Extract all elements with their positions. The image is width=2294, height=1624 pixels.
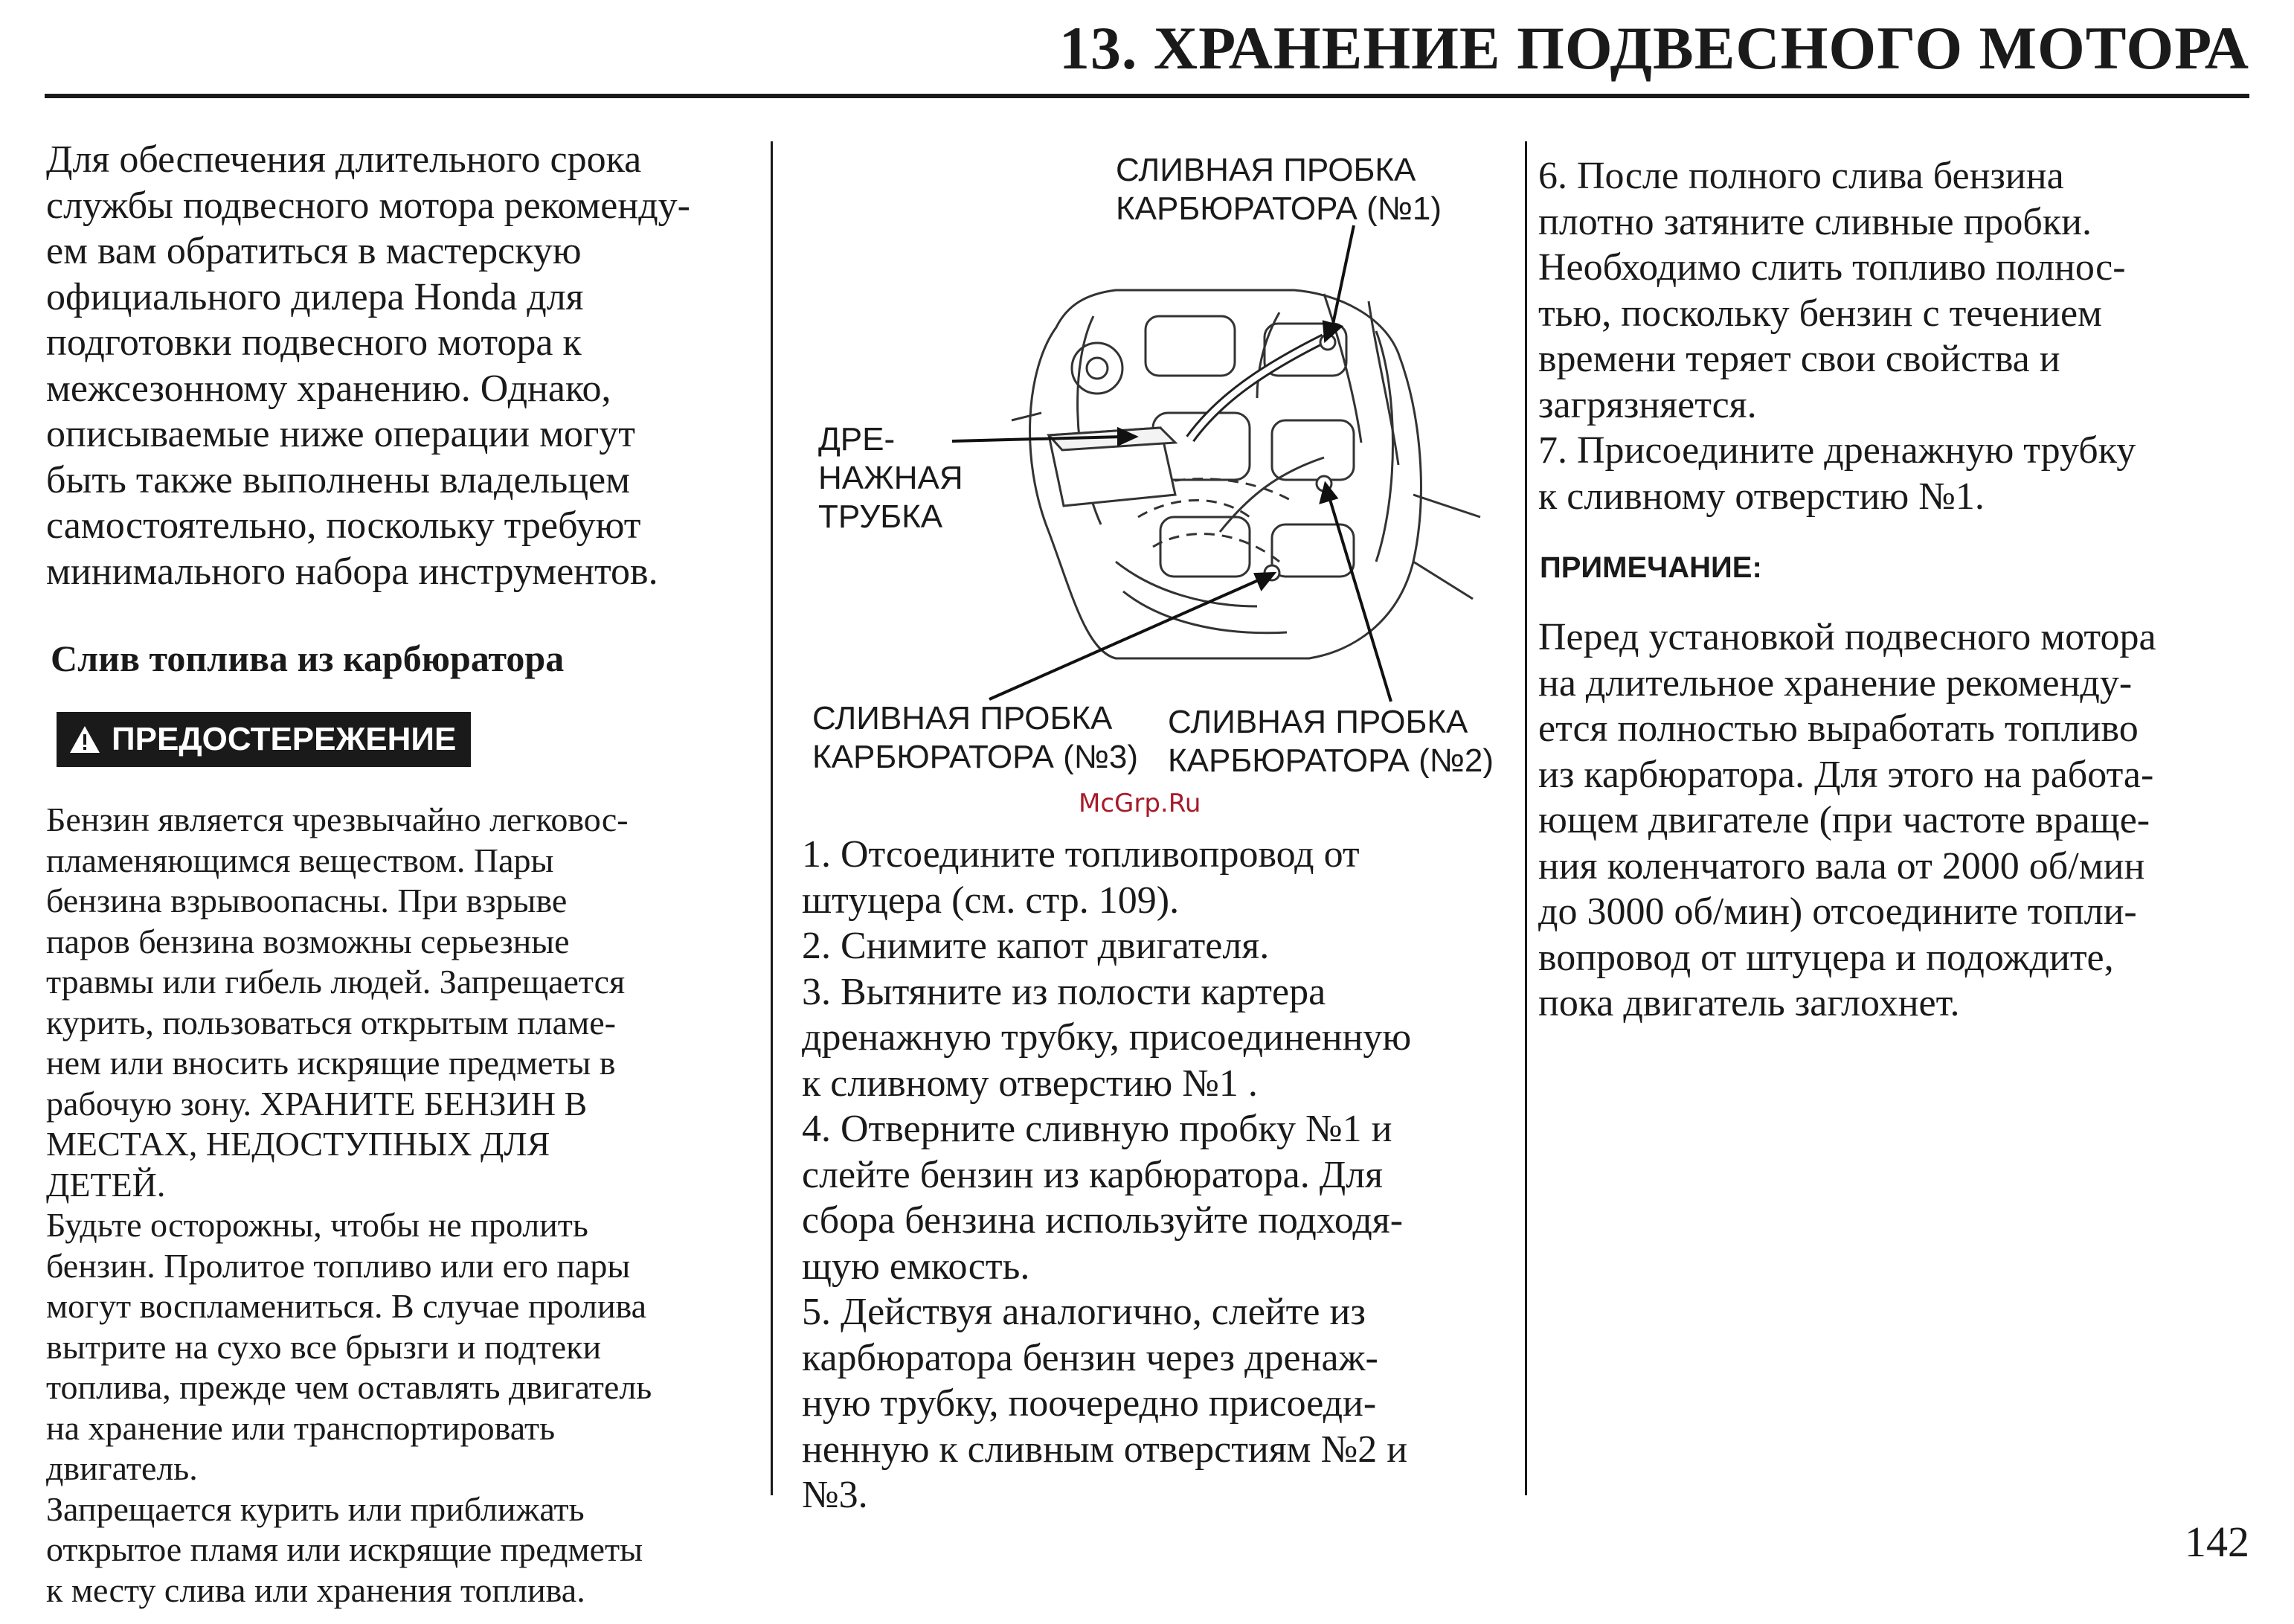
left-column	[46, 110, 760, 1624]
intro-paragraph: Для обеспечения длительного срока службы подвесного мотора рекоменду- ем вам обратиться в мастерскую официального дилера Honda для подготовки подвесного мотора к межсезонному хранению. Однако, описываемые ниже операции могут быть также выполнены владельцем самостоятельно, поскольку требуют минимального набора инструментов.	[46, 138, 690, 593]
steps-6-7: 6. После полного слива бензина плотно затяните сливные пробки. Необходимо слить топливо полнос- тью, поскольку бензин с течением времени теряет свои свойства и загрязняется. 7. Присоедините дренажную трубку к сливному отверстию №1.	[1538, 155, 2136, 518]
label-drain-tube: ДРЕ- НАЖНАЯ ТРУБКА	[818, 421, 963, 535]
right-column	[1538, 126, 2252, 1040]
steps-1-5: 1. Отсоедините топливопровод от штуцера (см. стр. 109). 2. Снимите капот двигателя. 3. Вытяните из полости картера дренажную трубку, присоединенную к сливному отверстию №1 . 4. Отверните сливную пробку №1 и слейте бензин из карбюратора. Для сбора бензина используйте подходя- щую емкость. 5. Действуя аналогично, слейте из карбюратора бензин через дренаж- ную трубку, поочередно присоеди- ненную к сливным отверстиям №2 и №3.	[802, 833, 1412, 1516]
column-divider-1	[771, 141, 773, 1495]
section-heading: Слив топлива из карбюратора	[51, 638, 565, 679]
warning-badge	[57, 712, 471, 767]
page-title: 13. ХРАНЕНИЕ ПОДВЕСНОГО МОТОРА	[1058, 14, 2249, 82]
label-drain-plug-1: СЛИВНАЯ ПРОБКА КАРБЮРАТОРА (№1)	[1116, 152, 1442, 227]
note-text: Перед установкой подвесного мотора на длительное хранение рекоменду- ется полностью выработать топливо из карбюратора. Для этого на работа- ющем двигателе (при частоте враще- ния коленчатого вала от 2000 об/мин до 3000 об/мин) отсоедините топли- вопровод от штуцера и подождите, пока двигатель заглохнет.	[1538, 616, 2156, 1024]
middle-column	[802, 805, 1516, 1532]
carburetor-diagram	[803, 145, 1517, 800]
page-number: 142	[2185, 1518, 2249, 1566]
label-drain-plug-2: СЛИВНАЯ ПРОБКА КАРБЮРАТОРА (№2)	[1168, 704, 1494, 779]
column-divider-2	[1525, 141, 1527, 1495]
watermark: McGrp.Ru	[1079, 789, 1201, 818]
warning-triangle-icon	[68, 725, 101, 754]
warning-label: ПРЕДОСТЕРЕЖЕНИЕ	[112, 721, 457, 757]
warning-text: Бензин является чрезвычайно легковос- пламеняющимся веществом. Пары бензина взрывоопасны. При взрыве паров бензина возможны серьезные травмы или гибель людей. Запрещается курить, пользоваться открытым пламе- нем или вносить искрящие предметы в рабочую зону. ХРАНИТЕ БЕНЗИН В МЕСТАХ, НЕДОСТУПНЫХ ДЛЯ ДЕТЕЙ. Будьте осторожны, чтобы не пролить бензин. Пролитое топливо или его пары могут воспламениться. В случае пролива вытрите на сухо все брызги и подтеки топлива, прежде чем оставлять двигатель на хранение или транспортировать двигатель. Запрещается курить или приближать открытое пламя или искрящие предметы к месту слива или хранения топлива.	[46, 800, 652, 1609]
label-drain-plug-3: СЛИВНАЯ ПРОБКА КАРБЮРАТОРА (№3)	[812, 700, 1139, 775]
title-rule	[45, 94, 2249, 98]
note-heading: ПРИМЕЧАНИЕ:	[1540, 551, 1762, 584]
